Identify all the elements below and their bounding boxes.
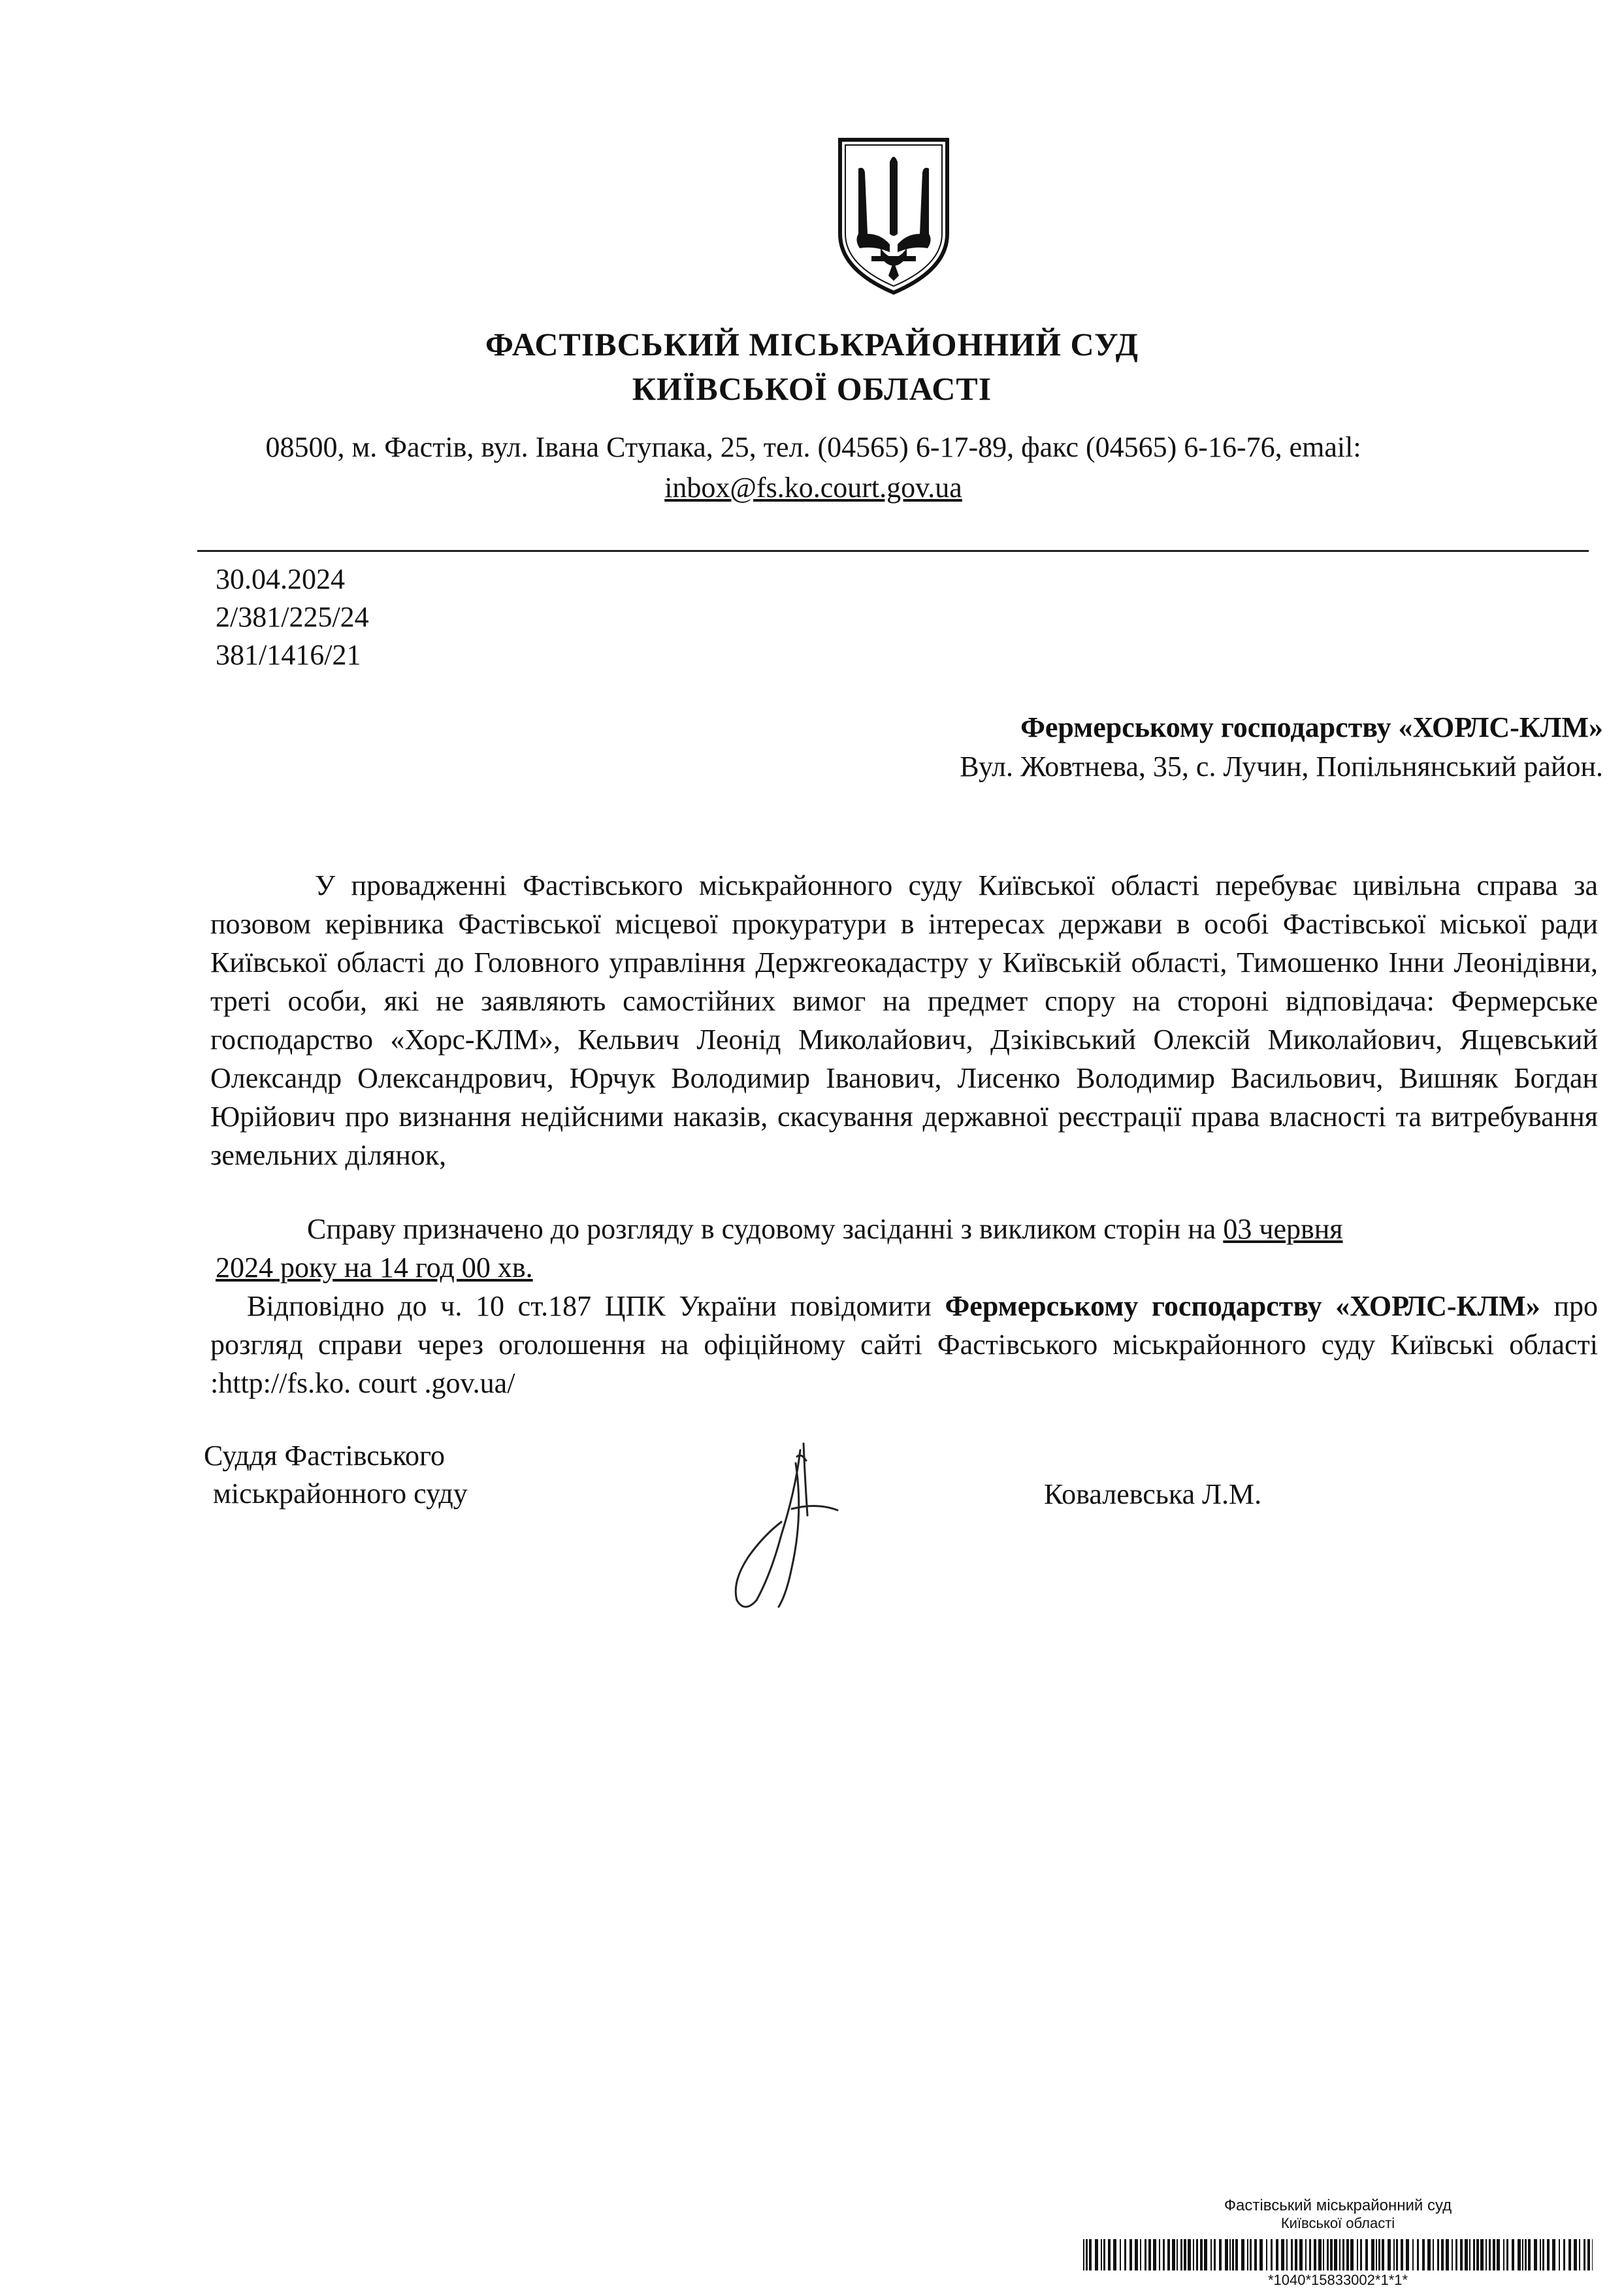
notice-recipient: Фермерському господарству «ХОРЛС-КЛМ» [945,1290,1540,1322]
registry-stamp [1083,2197,1593,2232]
judge-title [204,1437,468,1513]
barcode-text: *1040*15833002*1*1* [1267,2272,1408,2288]
court-name-line2: КИЇВСЬКОЇ ОБЛАСТІ [632,370,992,407]
stamp-line1: Фастівський міськрайонний суд [1224,2197,1452,2214]
case-description-paragraph: У провадженні Фастівського міськрайонного суду Київської області перебуває цивільна справа за позовом керівника Фастівської місцевої прокуратури в інтересах держави в особі Фастівської міської ради Київської області до Головного управління Держгеокадастру у Київській області, Тимошенко Інни Леонідівни, треті особи, які не заявляють самостійних вимог на предмет спору на стороні відповідача: Фермерське господарство «Хорс-КЛМ», Кельвич Леонід Миколайович, Дзіківський Олексій Миколайович, Ящевський Олександр Олександрович, Юрчук Володимир Іванович, Лисенко Володимир Васильович, Вишняк Богдан Юрійович про визнання недійсними наказів, скасування державної реєстрації права власності та витребування земельних ділянок, [210,869,1598,1171]
court-email-link[interactable]: inbox@fs.ko.court.gov.ua [664,472,962,504]
hearing-time: 2024 року на 14 год 00 хв. [216,1252,533,1284]
notice-website: про розгляд справи через оголошення на офіційному сайті Фастівського міськрайонного суду Київські області :http://fs.ko. court .gov.ua/ [210,1290,1599,1399]
notice-paragraph [210,1287,1598,1402]
recipient-address: Вул. Жовтнева, 35, с. Лучин, Попільнянський район. [960,751,1603,783]
document-meta [216,560,369,674]
judge-title-line2: міськрайонного суду [213,1478,468,1510]
stamp-line2: Київської області [1280,2215,1395,2231]
judge-name: Ковалевська Л.М. [1044,1478,1262,1510]
notice-text: Відповідно до ч. 10 ст.187 ЦПК України повідомити [247,1290,932,1322]
court-address-text: 08500, м. Фастів, вул. Івана Ступака, 25, тел. (04565) 6-17-89, факс (04565) 6-16-76, email: [265,431,1361,463]
hearing-date: 03 червня [1223,1213,1343,1245]
judge-title-line1: Суддя Фастівського [204,1440,445,1472]
hearing-paragraph [210,1210,1598,1287]
recipient-name: Фермерському господарству «ХОРЛС-КЛМ» [1020,711,1603,743]
outgoing-number: 2/381/225/24 [216,601,369,633]
coat-of-arms-icon [835,136,952,296]
court-address [196,427,1431,508]
court-name-line1: ФАСТІВСЬКИЙ МІСЬКРАЙОННИЙ СУД [485,326,1139,363]
hearing-text: Справу призначено до розгляду в судовому засіданні з викликом сторін на [307,1213,1216,1245]
header-divider [197,550,1589,552]
document-date: 30.04.2024 [216,563,345,595]
case-number: 381/1416/21 [216,639,361,671]
recipient-block [960,708,1603,786]
handwritten-signature [719,1437,862,1620]
barcode [1083,2239,1593,2270]
